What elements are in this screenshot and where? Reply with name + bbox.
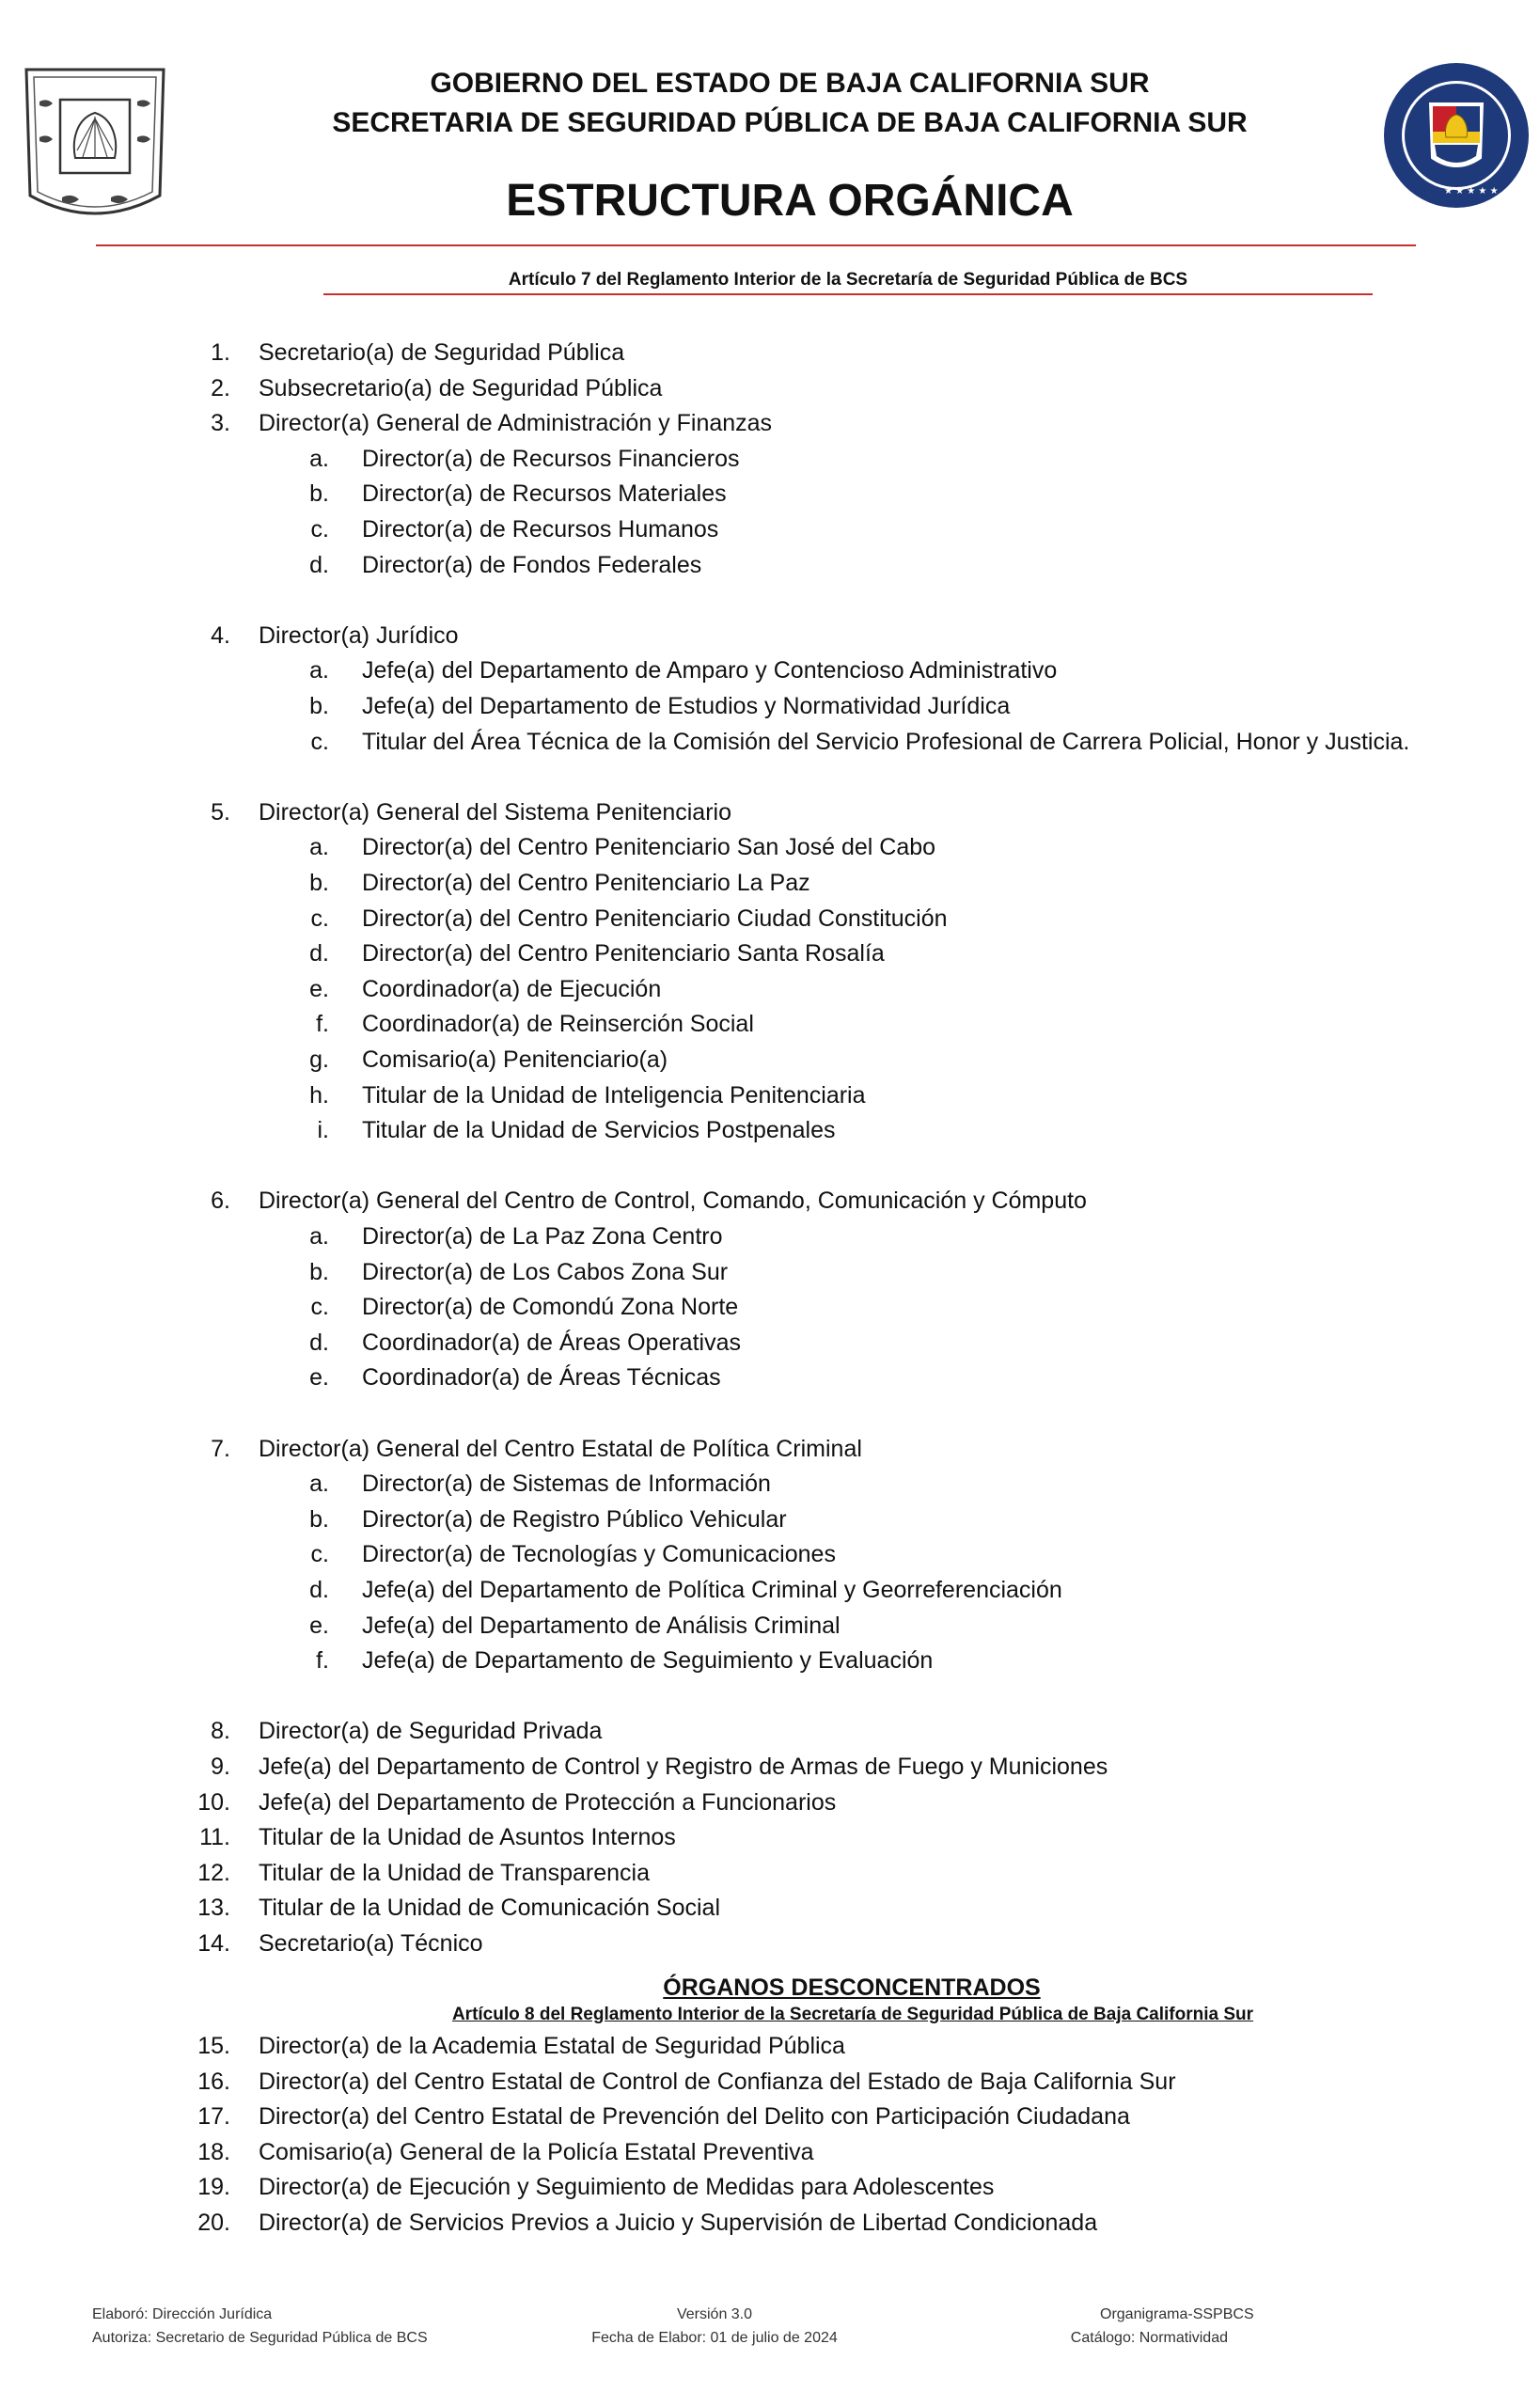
sub-item-letter: a. — [309, 445, 329, 472]
item-text: Jefe(a) del Departamento de Control y Registro de Armas de Fuego y Municiones — [259, 1754, 1108, 1780]
sub-item-letter: e. — [309, 1612, 329, 1639]
sub-item-text: Director(a) de La Paz Zona Centro — [362, 1223, 723, 1250]
item-text: Titular de la Unidad de Comunicación Social — [259, 1895, 721, 1922]
secretariat-name: SECRETARIA DE SEGURIDAD PÚBLICA DE BAJA CALIFORNIA SUR — [332, 107, 1248, 138]
sub-item-letter: c. — [310, 905, 329, 932]
item-number: 11. — [199, 1824, 230, 1851]
item-number: 9. — [211, 1754, 230, 1780]
item-text: Director(a) Jurídico — [259, 621, 459, 649]
item-number: 20. — [197, 2210, 230, 2236]
sub-item-letter: d. — [309, 940, 329, 968]
item-number: 1. — [211, 339, 230, 366]
sub-item-text: Coordinador(a) de Reinserción Social — [362, 1011, 754, 1038]
item-number: 7. — [211, 1435, 230, 1462]
sub-item-letter: i. — [317, 1117, 329, 1144]
item-text: Secretario(a) de Seguridad Pública — [259, 339, 625, 366]
sub-item-letter: c. — [310, 1541, 329, 1568]
sub-item-text: Director(a) de Recursos Financieros — [362, 445, 740, 472]
sub-item-letter: a. — [309, 1471, 329, 1498]
sub-item-letter: d. — [309, 1329, 329, 1356]
sub-item-text: Director(a) de Sistemas de Información — [362, 1471, 771, 1498]
item-text: Director(a) de Seguridad Privada — [259, 1718, 603, 1745]
item-number: 13. — [197, 1895, 230, 1922]
item-number: 19. — [197, 2174, 230, 2201]
item-number: 17. — [197, 2103, 230, 2131]
sub-item-text: Jefe(a) del Departamento de Política Criminal y Georreferenciación — [362, 1577, 1062, 1603]
sub-item-text: Jefe(a) del Departamento de Amparo y Contencioso Administrativo — [362, 657, 1058, 684]
sub-item-text: Director(a) de Fondos Federales — [362, 551, 702, 578]
sub-item-text: Jefe(a) de Departamento de Seguimiento y Evaluación — [362, 1647, 934, 1675]
sub-item-letter: b. — [309, 1505, 329, 1533]
sub-item-text: Director(a) de Recursos Materiales — [362, 480, 727, 508]
item-text: Director(a) del Centro Estatal de Control de Confianza del Estado de Baja California Sur — [259, 2068, 1176, 2095]
sub-item-letter: c. — [310, 1294, 329, 1321]
sub-item-text: Coordinador(a) de Ejecución — [362, 975, 662, 1002]
sub-item-letter: a. — [309, 834, 329, 861]
sub-item-letter: g. — [309, 1046, 329, 1073]
item-text: Director(a) de la Academia Estatal de Seguridad Pública — [259, 2033, 845, 2059]
item-number: 16. — [197, 2068, 230, 2095]
sub-item-letter: b. — [309, 480, 329, 508]
item-text: Director(a) del Centro Estatal de Prevención del Delito con Participación Ciudadana — [259, 2103, 1130, 2131]
item-number: 12. — [197, 1859, 230, 1886]
footer-version: Versión 3.0 — [676, 2306, 753, 2322]
sub-item-text: Coordinador(a) de Áreas Técnicas — [362, 1364, 721, 1392]
sub-item-text: Director(a) de Registro Público Vehicular — [362, 1505, 787, 1533]
sub-item-text: Jefe(a) del Departamento de Estudios y Normatividad Jurídica — [362, 693, 1011, 719]
sub-item-letter: f. — [316, 1011, 329, 1038]
sub-item-text: Director(a) de Comondú Zona Norte — [362, 1294, 739, 1321]
sub-item-letter: d. — [309, 1577, 329, 1603]
item-text: Secretario(a) Técnico — [259, 1930, 483, 1957]
sub-item-text: Director(a) del Centro Penitenciario San José del Cabo — [362, 834, 936, 861]
item-text: Subsecretario(a) de Seguridad Pública — [259, 374, 663, 401]
sub-item-text: Director(a) de Tecnologías y Comunicaciones — [362, 1541, 836, 1568]
item-number: 14. — [197, 1930, 230, 1957]
sub-item-letter: f. — [316, 1647, 329, 1675]
sub-item-text: Titular de la Unidad de Inteligencia Penitenciaria — [362, 1081, 866, 1109]
sub-item-text: Director(a) de Recursos Humanos — [362, 516, 719, 543]
item-text: Director(a) General de Administración y Finanzas — [259, 410, 773, 437]
item-text: Director(a) General del Sistema Penitenciario — [259, 798, 731, 826]
sub-item-letter: d. — [309, 551, 329, 578]
sub-item-letter: h. — [309, 1081, 329, 1109]
svg-text:★ ★ ★ ★ ★: ★ ★ ★ ★ ★ — [1444, 186, 1499, 197]
article-8-reference: Artículo 8 del Reglamento Interior de la Secretaría de Seguridad Pública de Baja California Sur — [451, 2005, 1254, 2024]
item-number: 10. — [197, 1788, 230, 1816]
sub-item-text: Jefe(a) del Departamento de Análisis Criminal — [362, 1612, 841, 1639]
sub-item-letter: a. — [309, 1223, 329, 1250]
item-number: 18. — [197, 2138, 230, 2165]
sub-item-letter: b. — [309, 693, 329, 719]
item-text: Director(a) de Servicios Previos a Juicio y Supervisión de Libertad Condicionada — [259, 2210, 1098, 2236]
item-number: 6. — [211, 1188, 230, 1215]
organos-desconcentrados-title: ÓRGANOS DESCONCENTRADOS — [663, 1974, 1041, 2001]
item-number: 5. — [211, 798, 230, 826]
sub-item-letter: a. — [309, 657, 329, 684]
article-7-reference: Artículo 7 del Reglamento Interior de la Secretaría de Seguridad Pública de BCS — [508, 270, 1188, 290]
sub-item-text: Coordinador(a) de Áreas Operativas — [362, 1329, 741, 1356]
page-title: ESTRUCTURA ORGÁNICA — [506, 176, 1074, 226]
sub-item-text: Director(a) del Centro Penitenciario Santa Rosalía — [362, 940, 885, 968]
item-text: Comisario(a) General de la Policía Estatal Preventiva — [259, 2138, 814, 2165]
sub-item-text: Director(a) del Centro Penitenciario La Paz — [362, 870, 810, 896]
footer-elaboro: Elaboró: Dirección Jurídica — [92, 2306, 273, 2322]
footer-organigrama: Organigrama-SSPBCS — [1100, 2306, 1254, 2322]
government-name: GOBIERNO DEL ESTADO DE BAJA CALIFORNIA SUR — [430, 68, 1150, 99]
item-text: Jefe(a) del Departamento de Protección a Funcionarios — [259, 1788, 837, 1816]
item-number: 3. — [211, 410, 230, 437]
item-number: 8. — [211, 1718, 230, 1745]
item-number: 2. — [211, 374, 230, 401]
footer-autoriza: Autoriza: Secretario de Seguridad Pública de BCS — [92, 2330, 428, 2346]
sub-item-letter: b. — [309, 1258, 329, 1285]
sub-item-text: Director(a) de Los Cabos Zona Sur — [362, 1258, 729, 1285]
item-text: Director(a) de Ejecución y Seguimiento de Medidas para Adolescentes — [259, 2174, 995, 2201]
sub-item-text: Director(a) del Centro Penitenciario Ciudad Constitución — [362, 905, 948, 932]
item-number: 4. — [211, 621, 230, 649]
footer-fecha: Fecha de Elabor: 01 de julio de 2024 — [591, 2330, 838, 2346]
sub-item-text: Titular de la Unidad de Servicios Postpenales — [362, 1117, 836, 1144]
sub-item-letter: e. — [309, 1364, 329, 1392]
sub-item-letter: e. — [309, 975, 329, 1002]
sub-item-letter: b. — [309, 870, 329, 896]
item-text: Director(a) General del Centro de Control, Comando, Comunicación y Cómputo — [259, 1188, 1087, 1215]
sub-item-text: Comisario(a) Penitenciario(a) — [362, 1046, 668, 1073]
item-number: 15. — [197, 2033, 230, 2059]
item-text: Titular de la Unidad de Transparencia — [259, 1859, 650, 1886]
footer-catalogo: Catálogo: Normatividad — [1070, 2330, 1228, 2346]
sub-item-letter: c. — [310, 516, 329, 543]
sub-item-text: Titular del Área Técnica de la Comisión del Servicio Profesional de Carrera Policial, Honor y Justicia. — [362, 728, 1410, 755]
item-text: Titular de la Unidad de Asuntos Internos — [259, 1824, 676, 1851]
sub-item-letter: c. — [310, 728, 329, 755]
item-text: Director(a) General del Centro Estatal de Política Criminal — [259, 1435, 862, 1462]
